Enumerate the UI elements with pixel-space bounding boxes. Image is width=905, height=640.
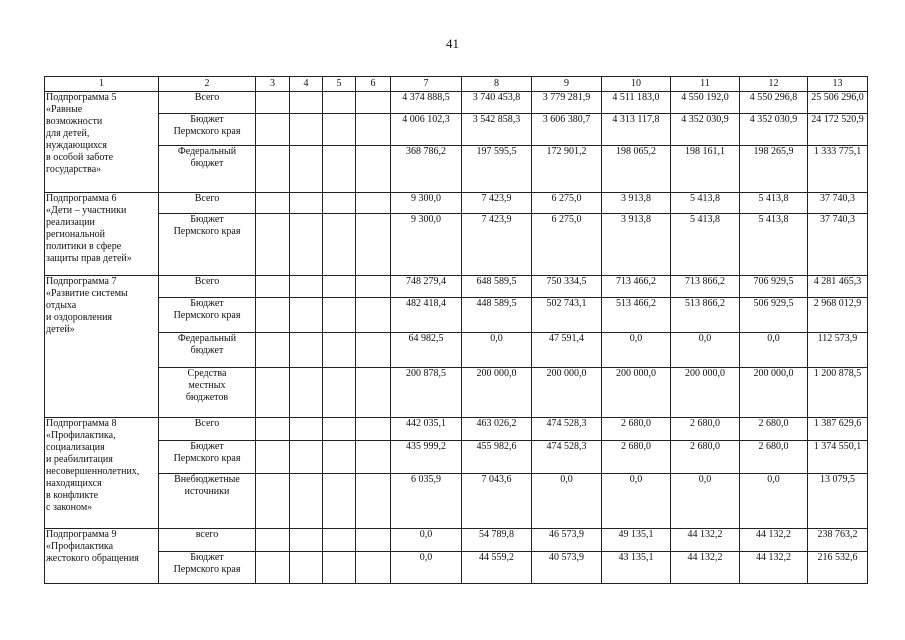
empty-cell [290, 146, 323, 193]
amount-cell: 1 200 878,5 [808, 368, 868, 418]
empty-cell [356, 368, 391, 418]
amount-cell: 2 680,0 [740, 441, 808, 474]
amount-cell: 1 374 550,1 [808, 441, 868, 474]
amount-cell: 513 866,2 [671, 298, 740, 333]
empty-cell [290, 114, 323, 146]
amount-cell: 5 413,8 [671, 193, 740, 214]
funding-source: Бюджет Пермского края [159, 552, 256, 584]
amount-cell: 44 559,2 [462, 552, 532, 584]
column-header: 2 [159, 77, 256, 92]
subprogram-name: Подпрограмма 9 «Профилактика жестокого обращения [45, 529, 159, 584]
funding-source: Всего [159, 276, 256, 298]
column-header: 4 [290, 77, 323, 92]
funding-source: Бюджет Пермского края [159, 298, 256, 333]
empty-cell [323, 333, 356, 368]
table-row [45, 474, 868, 529]
funding-source: Всего [159, 92, 256, 114]
amount-cell: 368 786,2 [391, 146, 462, 193]
empty-cell [356, 474, 391, 529]
column-header: 10 [602, 77, 671, 92]
subprogram-name: Подпрограмма 8 «Профилактика, социализация и реабилитация несовершеннолетних, находящихся в конфликте с законом» [45, 418, 159, 529]
empty-cell [290, 333, 323, 368]
amount-cell: 3 913,8 [602, 193, 671, 214]
table-row [45, 92, 868, 114]
amount-cell: 1 387 629,6 [808, 418, 868, 441]
column-header: 9 [532, 77, 602, 92]
amount-cell: 198 065,2 [602, 146, 671, 193]
amount-cell: 5 413,8 [740, 193, 808, 214]
empty-cell [323, 193, 356, 214]
amount-cell: 2 968 012,9 [808, 298, 868, 333]
amount-cell: 200 000,0 [602, 368, 671, 418]
amount-cell: 9 300,0 [391, 193, 462, 214]
empty-cell [290, 552, 323, 584]
amount-cell: 200 000,0 [462, 368, 532, 418]
amount-cell: 2 680,0 [740, 418, 808, 441]
empty-cell [356, 92, 391, 114]
amount-cell: 44 132,2 [671, 529, 740, 552]
empty-cell [356, 418, 391, 441]
amount-cell: 713 466,2 [602, 276, 671, 298]
amount-cell: 0,0 [740, 474, 808, 529]
empty-cell [323, 276, 356, 298]
column-header: 5 [323, 77, 356, 92]
empty-cell [323, 368, 356, 418]
empty-cell [290, 418, 323, 441]
amount-cell: 24 172 520,9 [808, 114, 868, 146]
amount-cell: 200 000,0 [532, 368, 602, 418]
amount-cell: 713 866,2 [671, 276, 740, 298]
table-row [45, 552, 868, 584]
amount-cell: 4 374 888,5 [391, 92, 462, 114]
empty-cell [323, 418, 356, 441]
amount-cell: 0,0 [740, 333, 808, 368]
empty-cell [323, 146, 356, 193]
amount-cell: 2 680,0 [602, 418, 671, 441]
funding-source: всего [159, 529, 256, 552]
amount-cell: 0,0 [671, 474, 740, 529]
empty-cell [256, 114, 290, 146]
amount-cell: 474 528,3 [532, 441, 602, 474]
amount-cell: 44 132,2 [671, 552, 740, 584]
amount-cell: 238 763,2 [808, 529, 868, 552]
amount-cell: 47 591,4 [532, 333, 602, 368]
amount-cell: 172 901,2 [532, 146, 602, 193]
empty-cell [256, 333, 290, 368]
amount-cell: 506 929,5 [740, 298, 808, 333]
empty-cell [356, 214, 391, 276]
amount-cell: 46 573,9 [532, 529, 602, 552]
amount-cell: 4 352 030,9 [671, 114, 740, 146]
empty-cell [290, 441, 323, 474]
table-row [45, 418, 868, 441]
empty-cell [256, 418, 290, 441]
amount-cell: 4 550 296,8 [740, 92, 808, 114]
funding-source: Всего [159, 193, 256, 214]
amount-cell: 3 740 453,8 [462, 92, 532, 114]
amount-cell: 482 418,4 [391, 298, 462, 333]
table-row [45, 333, 868, 368]
empty-cell [356, 276, 391, 298]
amount-cell: 4 281 465,3 [808, 276, 868, 298]
amount-cell: 216 532,6 [808, 552, 868, 584]
amount-cell: 4 352 030,9 [740, 114, 808, 146]
empty-cell [256, 474, 290, 529]
amount-cell: 198 265,9 [740, 146, 808, 193]
table-row [45, 529, 868, 552]
empty-cell [256, 146, 290, 193]
amount-cell: 2 680,0 [602, 441, 671, 474]
amount-cell: 0,0 [391, 552, 462, 584]
amount-cell: 455 982,6 [462, 441, 532, 474]
empty-cell [356, 441, 391, 474]
amount-cell: 435 999,2 [391, 441, 462, 474]
table-row [45, 441, 868, 474]
empty-cell [356, 552, 391, 584]
amount-cell: 0,0 [602, 474, 671, 529]
amount-cell: 112 573,9 [808, 333, 868, 368]
funding-source: Средства местных бюджетов [159, 368, 256, 418]
empty-cell [256, 368, 290, 418]
column-header: 1 [45, 77, 159, 92]
amount-cell: 6 275,0 [532, 214, 602, 276]
funding-source: Бюджет Пермского края [159, 114, 256, 146]
amount-cell: 44 132,2 [740, 529, 808, 552]
empty-cell [356, 114, 391, 146]
amount-cell: 0,0 [462, 333, 532, 368]
column-header: 12 [740, 77, 808, 92]
funding-source: Бюджет Пермского края [159, 214, 256, 276]
amount-cell: 442 035,1 [391, 418, 462, 441]
amount-cell: 0,0 [391, 529, 462, 552]
table-row [45, 276, 868, 298]
empty-cell [290, 214, 323, 276]
funding-source: Федеральный бюджет [159, 333, 256, 368]
amount-cell: 37 740,3 [808, 193, 868, 214]
column-header: 13 [808, 77, 868, 92]
amount-cell: 3 779 281,9 [532, 92, 602, 114]
funding-source: Бюджет Пермского края [159, 441, 256, 474]
table-row [45, 298, 868, 333]
empty-cell [356, 146, 391, 193]
column-header: 8 [462, 77, 532, 92]
amount-cell: 4 313 117,8 [602, 114, 671, 146]
amount-cell: 0,0 [532, 474, 602, 529]
empty-cell [323, 474, 356, 529]
amount-cell: 7 423,9 [462, 214, 532, 276]
amount-cell: 9 300,0 [391, 214, 462, 276]
amount-cell: 64 982,5 [391, 333, 462, 368]
amount-cell: 706 929,5 [740, 276, 808, 298]
empty-cell [356, 333, 391, 368]
funding-source: Внебюджетные источники [159, 474, 256, 529]
amount-cell: 3 913,8 [602, 214, 671, 276]
amount-cell: 25 506 296,0 [808, 92, 868, 114]
amount-cell: 5 413,8 [671, 214, 740, 276]
amount-cell: 463 026,2 [462, 418, 532, 441]
amount-cell: 198 161,1 [671, 146, 740, 193]
amount-cell: 200 000,0 [671, 368, 740, 418]
empty-cell [290, 92, 323, 114]
empty-cell [356, 529, 391, 552]
empty-cell [290, 193, 323, 214]
empty-cell [256, 214, 290, 276]
table-row [45, 368, 868, 418]
amount-cell: 2 680,0 [671, 418, 740, 441]
empty-cell [256, 529, 290, 552]
amount-cell: 5 413,8 [740, 214, 808, 276]
amount-cell: 49 135,1 [602, 529, 671, 552]
empty-cell [323, 298, 356, 333]
amount-cell: 200 000,0 [740, 368, 808, 418]
amount-cell: 502 743,1 [532, 298, 602, 333]
amount-cell: 648 589,5 [462, 276, 532, 298]
budget-table [44, 76, 868, 584]
table-row [45, 214, 868, 276]
amount-cell: 7 423,9 [462, 193, 532, 214]
amount-cell: 1 333 775,1 [808, 146, 868, 193]
subprogram-name: Подпрограмма 7 «Развитие системы отдыха и оздоровления детей» [45, 276, 159, 418]
amount-cell: 200 878,5 [391, 368, 462, 418]
page-number: 41 [446, 36, 459, 51]
amount-cell: 54 789,8 [462, 529, 532, 552]
empty-cell [323, 214, 356, 276]
empty-cell [323, 441, 356, 474]
empty-cell [256, 441, 290, 474]
amount-cell: 448 589,5 [462, 298, 532, 333]
empty-cell [323, 529, 356, 552]
table-row [45, 193, 868, 214]
amount-cell: 6 275,0 [532, 193, 602, 214]
empty-cell [290, 474, 323, 529]
funding-source: Федеральный бюджет [159, 146, 256, 193]
subprogram-name: Подпрограмма 5 «Равные возможности для детей, нуждающихся в особой заботе государства» [45, 92, 159, 193]
empty-cell [290, 368, 323, 418]
amount-cell: 3 542 858,3 [462, 114, 532, 146]
amount-cell: 7 043,6 [462, 474, 532, 529]
table-body [45, 92, 868, 584]
amount-cell: 197 595,5 [462, 146, 532, 193]
amount-cell: 750 334,5 [532, 276, 602, 298]
empty-cell [323, 552, 356, 584]
empty-cell [290, 276, 323, 298]
empty-cell [356, 193, 391, 214]
funding-source: Всего [159, 418, 256, 441]
empty-cell [356, 298, 391, 333]
subprogram-name: Подпрограмма 6 «Дети – участники реализации региональной политики в сфере защиты прав детей» [45, 193, 159, 276]
amount-cell: 40 573,9 [532, 552, 602, 584]
amount-cell: 4 511 183,0 [602, 92, 671, 114]
table-row [45, 114, 868, 146]
amount-cell: 0,0 [602, 333, 671, 368]
empty-cell [290, 298, 323, 333]
amount-cell: 4 006 102,3 [391, 114, 462, 146]
amount-cell: 4 550 192,0 [671, 92, 740, 114]
amount-cell: 43 135,1 [602, 552, 671, 584]
empty-cell [256, 193, 290, 214]
amount-cell: 3 606 380,7 [532, 114, 602, 146]
amount-cell: 44 132,2 [740, 552, 808, 584]
amount-cell: 13 079,5 [808, 474, 868, 529]
amount-cell: 474 528,3 [532, 418, 602, 441]
amount-cell: 2 680,0 [671, 441, 740, 474]
empty-cell [256, 276, 290, 298]
column-header: 3 [256, 77, 290, 92]
header-row [45, 77, 868, 92]
empty-cell [256, 552, 290, 584]
empty-cell [323, 114, 356, 146]
amount-cell: 37 740,3 [808, 214, 868, 276]
empty-cell [256, 298, 290, 333]
amount-cell: 6 035,9 [391, 474, 462, 529]
empty-cell [256, 92, 290, 114]
column-header: 6 [356, 77, 391, 92]
column-header: 7 [391, 77, 462, 92]
amount-cell: 748 279,4 [391, 276, 462, 298]
column-header: 11 [671, 77, 740, 92]
empty-cell [323, 92, 356, 114]
empty-cell [290, 529, 323, 552]
table-row [45, 146, 868, 193]
amount-cell: 0,0 [671, 333, 740, 368]
amount-cell: 513 466,2 [602, 298, 671, 333]
